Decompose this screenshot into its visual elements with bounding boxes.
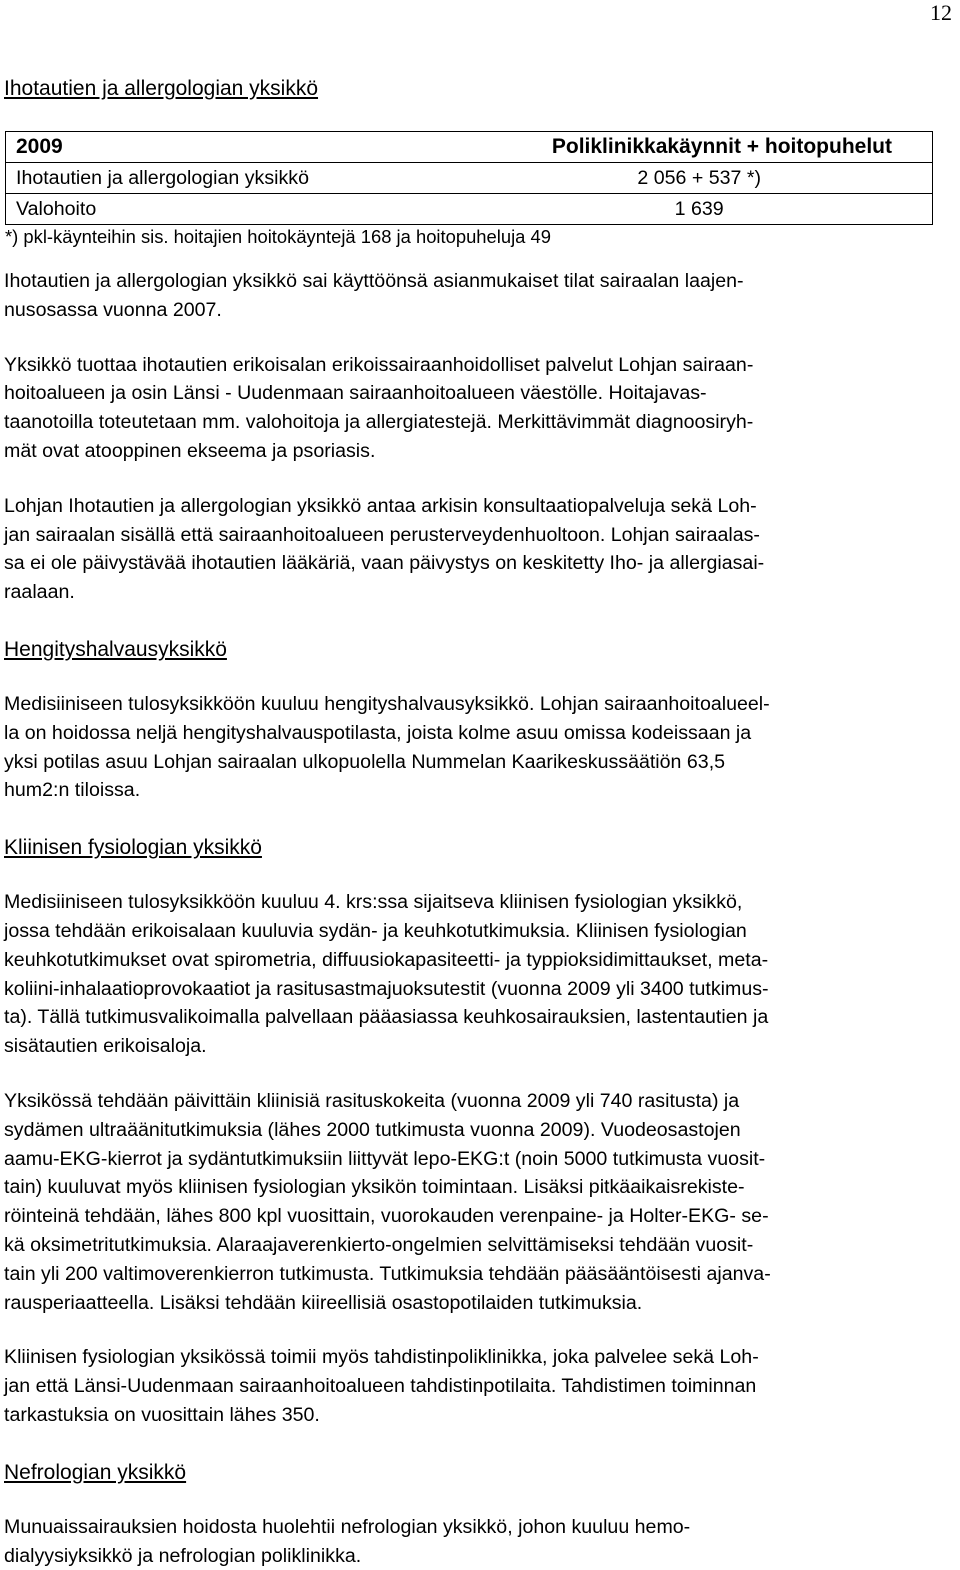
table-header-year: 2009 — [6, 132, 467, 163]
paragraph: Ihotautien ja allergologian yksikkö sai käyttöönsä asianmukaiset tilat sairaalan laajen- nusosassa vuonna 2007. — [4, 270, 744, 321]
visits-table — [5, 131, 933, 225]
paragraph: Medisiiniseen tulosyksikköön kuuluu hengityshalvausyksikkö. Lohjan sairaanhoitoalueel- la on hoidossa neljä hengityshalvauspotilasta, joista kolme asuu omissa kodeissaan ja yksi potilas asuu Lohjan sairaalan ulkopuolella Nummelan Kaarikeskussäätiön 63,5 hum2:n tiloissa. — [4, 692, 770, 802]
section-heading-skin: Ihotautien ja allergologian yksikkö — [4, 77, 319, 100]
paragraph: Lohjan Ihotautien ja allergologian yksikkö antaa arkisin konsultaatiopalveluja sekä Loh- jan sairaalan sisällä että sairaanhoitoalueen perusterveydenhuoltoon. Lohjan sairaalas- sa ei ole päivystävää ihotautien lääkäriä, vaan päivystys on keskitetty Iho- ja allergiasai- raalaan. — [4, 494, 765, 604]
paragraph: Yksikössä tehdään päivittäin kliinisiä rasituskokeita (vuonna 2009 yli 740 rasitusta) ja sydämen ultraäänitutkimuksia (lähes 2000 tutkimusta vuonna 2009). Vuodeosastojen aamu-EKG-kierrot ja sydäntutkimuksiin liittyvät lepo-EKG:t (noin 5000 tutkimusta vuosit- tain) kuuluvat myös kliinisen fysiologian yksikön toimintaan. Lisäksi pitkäaikaisrekiste- röinteinä tehdään, lähes 800 kpl vuosittain, vuorokauden verenpaine- ja Holter-EKG- se- kä oksimetritutkimuksia. Alaraajaverenkierto-ongelmien selvittämiseksi tehdään vuosit- tain yli 200 valtimoverenkierron tutkimusta. Tutkimuksia tehdään pääsääntöisesti ajanva- rausperiaatteella. Lisäksi tehdään kiireellisiä osastopotilaiden tutkimuksia. — [4, 1089, 771, 1314]
table-header-visits: Poliklinikkakäynnit + hoitopuhelut — [466, 132, 932, 163]
table-row — [6, 194, 933, 225]
table-cell-value: 2 056 + 537 *) — [466, 163, 932, 194]
table-footnote: *) pkl-käynteihin sis. hoitajien hoitokäyntejä 168 ja hoitopuheluja 49 — [5, 226, 551, 247]
section-heading-physiology: Kliinisen fysiologian yksikkö — [4, 836, 262, 860]
table-header-row — [6, 132, 933, 163]
table-cell-value: 1 639 — [466, 194, 932, 225]
paragraph: Munuaissairauksien hoidosta huolehtii nefrologian yksikkö, johon kuuluu hemo- dialyysiyksikkö ja nefrologian poliklinikka. — [4, 1515, 691, 1567]
page-number: 12 — [930, 0, 952, 25]
section-heading-respiratory: Hengityshalvausyksikkö — [4, 637, 227, 661]
paragraph: Kliinisen fysiologian yksikössä toimii myös tahdistinpoliklinikka, joka palvelee sekä Loh- jan että Länsi-Uudenmaan sairaanhoitoalueen tahdistinpotilaita. Tahdistimen toiminnan tarkastuksia on vuosittain lähes 350. — [4, 1346, 759, 1426]
table-row — [6, 163, 933, 194]
table-cell-unit: Valohoito — [6, 194, 467, 225]
paragraph: Medisiiniseen tulosyksikköön kuuluu 4. krs:ssa sijaitseva kliinisen fysiologian yksikkö, jossa tehdään erikoisalaan kuuluvia sydän- ja keuhkotutkimuksia. Kliinisen fysiologian keuhkotutkimukset ovat spirometria, diffuusiokapasiteetti- ja typpioksidimittaukset, meta- koliini-inhalaatioprovokaatiot ja rasitusastmajuoksutestit (vuonna 2009 yli 3400 tutkimus- ta). Tällä tutkimusvalikoimalla palvellaan pääasiassa keuhkosairauksien, lastentautien ja sisätautien erikoisaloja. — [4, 891, 769, 1058]
table-cell-unit: Ihotautien ja allergologian yksikkö — [6, 163, 467, 194]
paragraph: Yksikkö tuottaa ihotautien erikoisalan erikoissairaanhoidolliset palvelut Lohjan sairaan- hoitoalueen ja osin Länsi - Uudenmaan sairaanhoitoalueen väestölle. Hoitajavas- taanotoilla toteutetaan mm. valohoitoja ja allergiatestejä. Merkittävimmät diagnoosiryh- mät ovat atooppinen ekseema ja psoriasis. — [4, 353, 754, 462]
section-heading-nephrology: Nefrologian yksikkö — [4, 1460, 187, 1484]
document-body — [4, 74, 952, 1570]
